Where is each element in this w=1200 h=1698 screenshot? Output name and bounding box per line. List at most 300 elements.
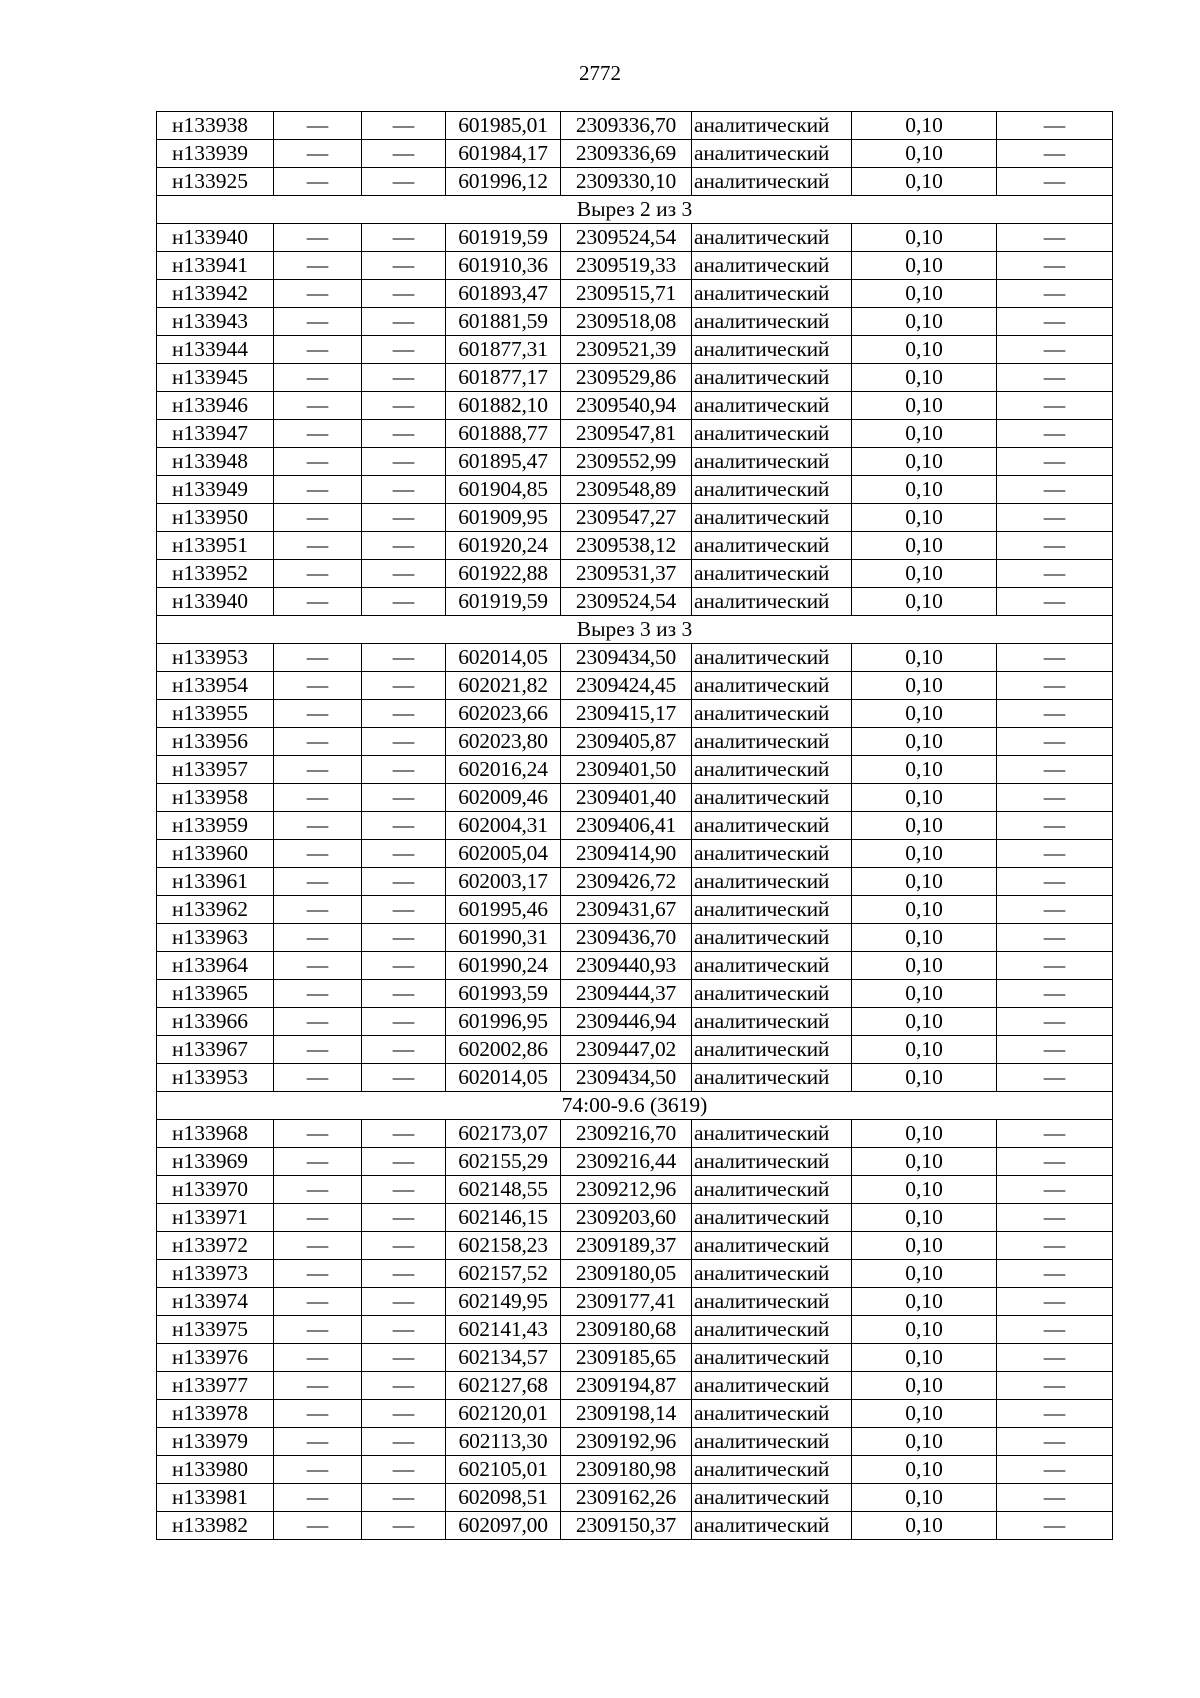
table-row <box>157 700 1113 728</box>
dash-cell: — <box>997 252 1113 280</box>
dash-cell: — <box>997 364 1113 392</box>
dash-cell: — <box>997 336 1113 364</box>
x-coordinate-cell: 602155,29 <box>446 1148 561 1176</box>
dash-cell: — <box>997 420 1113 448</box>
y-coordinate-cell: 2309406,41 <box>561 812 692 840</box>
dash-cell: — <box>274 1288 362 1316</box>
y-coordinate-cell: 2309180,68 <box>561 1316 692 1344</box>
method-cell: аналитический <box>692 532 852 560</box>
y-coordinate-cell: 2309401,50 <box>561 756 692 784</box>
x-coordinate-cell: 602005,04 <box>446 840 561 868</box>
dash-cell: — <box>274 504 362 532</box>
dash-cell: — <box>274 392 362 420</box>
dash-cell: — <box>274 728 362 756</box>
x-coordinate-cell: 601888,77 <box>446 420 561 448</box>
dash-cell: — <box>362 952 446 980</box>
dash-cell: — <box>997 112 1113 140</box>
table-row <box>157 672 1113 700</box>
dash-cell: — <box>997 812 1113 840</box>
accuracy-cell: 0,10 <box>852 1484 997 1512</box>
accuracy-cell: 0,10 <box>852 1036 997 1064</box>
accuracy-cell: 0,10 <box>852 280 997 308</box>
accuracy-cell: 0,10 <box>852 420 997 448</box>
table-row <box>157 364 1113 392</box>
x-coordinate-cell: 601919,59 <box>446 588 561 616</box>
dash-cell: — <box>274 812 362 840</box>
dash-cell: — <box>362 644 446 672</box>
table-row <box>157 1176 1113 1204</box>
dash-cell: — <box>274 1316 362 1344</box>
dash-cell: — <box>362 364 446 392</box>
method-cell: аналитический <box>692 756 852 784</box>
y-coordinate-cell: 2309162,26 <box>561 1484 692 1512</box>
dash-cell: — <box>997 1204 1113 1232</box>
x-coordinate-cell: 601920,24 <box>446 532 561 560</box>
accuracy-cell: 0,10 <box>852 308 997 336</box>
y-coordinate-cell: 2309440,93 <box>561 952 692 980</box>
accuracy-cell: 0,10 <box>852 504 997 532</box>
point-id-cell: н133954 <box>157 672 274 700</box>
table-row <box>157 980 1113 1008</box>
method-cell: аналитический <box>692 924 852 952</box>
point-id-cell: н133941 <box>157 252 274 280</box>
dash-cell: — <box>274 560 362 588</box>
x-coordinate-cell: 602157,52 <box>446 1260 561 1288</box>
accuracy-cell: 0,10 <box>852 532 997 560</box>
dash-cell: — <box>997 1232 1113 1260</box>
point-id-cell: н133977 <box>157 1372 274 1400</box>
accuracy-cell: 0,10 <box>852 840 997 868</box>
dash-cell: — <box>362 476 446 504</box>
accuracy-cell: 0,10 <box>852 1456 997 1484</box>
y-coordinate-cell: 2309524,54 <box>561 588 692 616</box>
dash-cell: — <box>362 280 446 308</box>
y-coordinate-cell: 2309434,50 <box>561 1064 692 1092</box>
dash-cell: — <box>362 1344 446 1372</box>
x-coordinate-cell: 601882,10 <box>446 392 561 420</box>
method-cell: аналитический <box>692 252 852 280</box>
x-coordinate-cell: 602016,24 <box>446 756 561 784</box>
dash-cell: — <box>362 1456 446 1484</box>
dash-cell: — <box>997 532 1113 560</box>
x-coordinate-cell: 601881,59 <box>446 308 561 336</box>
x-coordinate-cell: 602021,82 <box>446 672 561 700</box>
y-coordinate-cell: 2309524,54 <box>561 224 692 252</box>
point-id-cell: н133956 <box>157 728 274 756</box>
dash-cell: — <box>362 588 446 616</box>
dash-cell: — <box>362 1512 446 1540</box>
dash-cell: — <box>274 1260 362 1288</box>
point-id-cell: н133959 <box>157 812 274 840</box>
section-title: Вырез 2 из 3 <box>157 196 1113 224</box>
method-cell: аналитический <box>692 476 852 504</box>
point-id-cell: н133944 <box>157 336 274 364</box>
y-coordinate-cell: 2309444,37 <box>561 980 692 1008</box>
dash-cell: — <box>274 224 362 252</box>
method-cell: аналитический <box>692 1204 852 1232</box>
method-cell: аналитический <box>692 280 852 308</box>
point-id-cell: н133948 <box>157 448 274 476</box>
point-id-cell: н133943 <box>157 308 274 336</box>
table-row <box>157 812 1113 840</box>
table-row <box>157 728 1113 756</box>
table-row <box>157 392 1113 420</box>
accuracy-cell: 0,10 <box>852 588 997 616</box>
point-id-cell: н133978 <box>157 1400 274 1428</box>
point-id-cell: н133952 <box>157 560 274 588</box>
dash-cell: — <box>274 112 362 140</box>
y-coordinate-cell: 2309447,02 <box>561 1036 692 1064</box>
dash-cell: — <box>997 280 1113 308</box>
y-coordinate-cell: 2309405,87 <box>561 728 692 756</box>
point-id-cell: н133945 <box>157 364 274 392</box>
dash-cell: — <box>274 532 362 560</box>
accuracy-cell: 0,10 <box>852 980 997 1008</box>
dash-cell: — <box>997 1400 1113 1428</box>
dash-cell: — <box>362 1176 446 1204</box>
dash-cell: — <box>274 588 362 616</box>
x-coordinate-cell: 602023,66 <box>446 700 561 728</box>
x-coordinate-cell: 601877,17 <box>446 364 561 392</box>
point-id-cell: н133940 <box>157 224 274 252</box>
dash-cell: — <box>274 1456 362 1484</box>
dash-cell: — <box>274 1064 362 1092</box>
method-cell: аналитический <box>692 504 852 532</box>
dash-cell: — <box>362 672 446 700</box>
y-coordinate-cell: 2309424,45 <box>561 672 692 700</box>
dash-cell: — <box>997 756 1113 784</box>
y-coordinate-cell: 2309415,17 <box>561 700 692 728</box>
accuracy-cell: 0,10 <box>852 644 997 672</box>
table-row <box>157 448 1113 476</box>
dash-cell: — <box>997 952 1113 980</box>
method-cell: аналитический <box>692 420 852 448</box>
dash-cell: — <box>274 1036 362 1064</box>
accuracy-cell: 0,10 <box>852 252 997 280</box>
dash-cell: — <box>274 784 362 812</box>
method-cell: аналитический <box>692 1400 852 1428</box>
point-id-cell: н133942 <box>157 280 274 308</box>
x-coordinate-cell: 602173,07 <box>446 1120 561 1148</box>
accuracy-cell: 0,10 <box>852 1232 997 1260</box>
section-title: Вырез 3 из 3 <box>157 616 1113 644</box>
x-coordinate-cell: 601877,31 <box>446 336 561 364</box>
accuracy-cell: 0,10 <box>852 784 997 812</box>
dash-cell: — <box>997 308 1113 336</box>
dash-cell: — <box>997 1064 1113 1092</box>
dash-cell: — <box>362 1120 446 1148</box>
dash-cell: — <box>362 1064 446 1092</box>
y-coordinate-cell: 2309548,89 <box>561 476 692 504</box>
y-coordinate-cell: 2309185,65 <box>561 1344 692 1372</box>
accuracy-cell: 0,10 <box>852 1400 997 1428</box>
y-coordinate-cell: 2309515,71 <box>561 280 692 308</box>
table-row <box>157 252 1113 280</box>
table-row <box>157 1344 1113 1372</box>
accuracy-cell: 0,10 <box>852 364 997 392</box>
point-id-cell: н133968 <box>157 1120 274 1148</box>
point-id-cell: н133955 <box>157 700 274 728</box>
accuracy-cell: 0,10 <box>852 112 997 140</box>
x-coordinate-cell: 601922,88 <box>446 560 561 588</box>
accuracy-cell: 0,10 <box>852 924 997 952</box>
accuracy-cell: 0,10 <box>852 812 997 840</box>
x-coordinate-cell: 601996,12 <box>446 168 561 196</box>
dash-cell: — <box>997 1344 1113 1372</box>
dash-cell: — <box>274 980 362 1008</box>
table-row <box>157 420 1113 448</box>
x-coordinate-cell: 602097,00 <box>446 1512 561 1540</box>
y-coordinate-cell: 2309180,05 <box>561 1260 692 1288</box>
dash-cell: — <box>274 924 362 952</box>
x-coordinate-cell: 602120,01 <box>446 1400 561 1428</box>
point-id-cell: н133980 <box>157 1456 274 1484</box>
method-cell: аналитический <box>692 812 852 840</box>
x-coordinate-cell: 601996,95 <box>446 1008 561 1036</box>
dash-cell: — <box>997 392 1113 420</box>
y-coordinate-cell: 2309431,67 <box>561 896 692 924</box>
dash-cell: — <box>997 1260 1113 1288</box>
y-coordinate-cell: 2309180,98 <box>561 1456 692 1484</box>
dash-cell: — <box>997 1148 1113 1176</box>
method-cell: аналитический <box>692 672 852 700</box>
dash-cell: — <box>362 756 446 784</box>
dash-cell: — <box>362 980 446 1008</box>
y-coordinate-cell: 2309436,70 <box>561 924 692 952</box>
table-row <box>157 1008 1113 1036</box>
dash-cell: — <box>997 980 1113 1008</box>
table-row <box>157 112 1113 140</box>
dash-cell: — <box>362 924 446 952</box>
table-row <box>157 1400 1113 1428</box>
y-coordinate-cell: 2309212,96 <box>561 1176 692 1204</box>
accuracy-cell: 0,10 <box>852 896 997 924</box>
x-coordinate-cell: 601895,47 <box>446 448 561 476</box>
dash-cell: — <box>362 1288 446 1316</box>
dash-cell: — <box>362 868 446 896</box>
dash-cell: — <box>362 1316 446 1344</box>
x-coordinate-cell: 601909,95 <box>446 504 561 532</box>
dash-cell: — <box>274 896 362 924</box>
y-coordinate-cell: 2309529,86 <box>561 364 692 392</box>
table-row <box>157 504 1113 532</box>
table-row <box>157 896 1113 924</box>
x-coordinate-cell: 602009,46 <box>446 784 561 812</box>
table-row <box>157 1148 1113 1176</box>
dash-cell: — <box>274 700 362 728</box>
method-cell: аналитический <box>692 644 852 672</box>
dash-cell: — <box>362 392 446 420</box>
method-cell: аналитический <box>692 168 852 196</box>
dash-cell: — <box>362 700 446 728</box>
x-coordinate-cell: 602014,05 <box>446 644 561 672</box>
accuracy-cell: 0,10 <box>852 756 997 784</box>
section-header-row <box>157 616 1113 644</box>
point-id-cell: н133938 <box>157 112 274 140</box>
dash-cell: — <box>997 1120 1113 1148</box>
point-id-cell: н133976 <box>157 1344 274 1372</box>
y-coordinate-cell: 2309401,40 <box>561 784 692 812</box>
dash-cell: — <box>997 1372 1113 1400</box>
dash-cell: — <box>997 896 1113 924</box>
table-row <box>157 868 1113 896</box>
point-id-cell: н133975 <box>157 1316 274 1344</box>
coordinates-table <box>156 111 1113 1540</box>
x-coordinate-cell: 601984,17 <box>446 140 561 168</box>
dash-cell: — <box>997 588 1113 616</box>
dash-cell: — <box>362 112 446 140</box>
dash-cell: — <box>274 1344 362 1372</box>
table-row <box>157 1064 1113 1092</box>
dash-cell: — <box>997 140 1113 168</box>
method-cell: аналитический <box>692 952 852 980</box>
point-id-cell: н133982 <box>157 1512 274 1540</box>
point-id-cell: н133939 <box>157 140 274 168</box>
method-cell: аналитический <box>692 840 852 868</box>
dash-cell: — <box>274 1484 362 1512</box>
point-id-cell: н133953 <box>157 1064 274 1092</box>
dash-cell: — <box>362 420 446 448</box>
x-coordinate-cell: 602127,68 <box>446 1372 561 1400</box>
y-coordinate-cell: 2309336,70 <box>561 112 692 140</box>
y-coordinate-cell: 2309150,37 <box>561 1512 692 1540</box>
page-number: 2772 <box>579 61 621 85</box>
dash-cell: — <box>362 532 446 560</box>
accuracy-cell: 0,10 <box>852 1260 997 1288</box>
accuracy-cell: 0,10 <box>852 560 997 588</box>
point-id-cell: н133925 <box>157 168 274 196</box>
dash-cell: — <box>362 1372 446 1400</box>
dash-cell: — <box>997 1036 1113 1064</box>
table-body <box>157 112 1113 1540</box>
method-cell: аналитический <box>692 728 852 756</box>
y-coordinate-cell: 2309426,72 <box>561 868 692 896</box>
table-row <box>157 924 1113 952</box>
table-row <box>157 280 1113 308</box>
method-cell: аналитический <box>692 392 852 420</box>
x-coordinate-cell: 602003,17 <box>446 868 561 896</box>
section-header-row <box>157 196 1113 224</box>
dash-cell: — <box>362 448 446 476</box>
dash-cell: — <box>362 728 446 756</box>
dash-cell: — <box>362 1428 446 1456</box>
dash-cell: — <box>362 840 446 868</box>
point-id-cell: н133953 <box>157 644 274 672</box>
x-coordinate-cell: 602098,51 <box>446 1484 561 1512</box>
x-coordinate-cell: 602014,05 <box>446 1064 561 1092</box>
point-id-cell: н133969 <box>157 1148 274 1176</box>
method-cell: аналитический <box>692 1456 852 1484</box>
dash-cell: — <box>274 280 362 308</box>
method-cell: аналитический <box>692 1372 852 1400</box>
accuracy-cell: 0,10 <box>852 868 997 896</box>
dash-cell: — <box>997 924 1113 952</box>
dash-cell: — <box>997 644 1113 672</box>
method-cell: аналитический <box>692 1428 852 1456</box>
accuracy-cell: 0,10 <box>852 168 997 196</box>
dash-cell: — <box>997 672 1113 700</box>
dash-cell: — <box>274 1232 362 1260</box>
table-row <box>157 532 1113 560</box>
point-id-cell: н133963 <box>157 924 274 952</box>
dash-cell: — <box>362 1484 446 1512</box>
y-coordinate-cell: 2309194,87 <box>561 1372 692 1400</box>
point-id-cell: н133957 <box>157 756 274 784</box>
dash-cell: — <box>274 1120 362 1148</box>
y-coordinate-cell: 2309518,08 <box>561 308 692 336</box>
accuracy-cell: 0,10 <box>852 1064 997 1092</box>
table-row <box>157 1484 1113 1512</box>
dash-cell: — <box>997 560 1113 588</box>
x-coordinate-cell: 602148,55 <box>446 1176 561 1204</box>
dash-cell: — <box>362 1400 446 1428</box>
x-coordinate-cell: 602149,95 <box>446 1288 561 1316</box>
y-coordinate-cell: 2309540,94 <box>561 392 692 420</box>
dash-cell: — <box>274 840 362 868</box>
method-cell: аналитический <box>692 1176 852 1204</box>
y-coordinate-cell: 2309330,10 <box>561 168 692 196</box>
x-coordinate-cell: 601990,24 <box>446 952 561 980</box>
x-coordinate-cell: 602113,30 <box>446 1428 561 1456</box>
dash-cell: — <box>362 1204 446 1232</box>
table-row <box>157 1372 1113 1400</box>
dash-cell: — <box>274 644 362 672</box>
point-id-cell: н133961 <box>157 868 274 896</box>
accuracy-cell: 0,10 <box>852 1372 997 1400</box>
dash-cell: — <box>997 840 1113 868</box>
dash-cell: — <box>997 448 1113 476</box>
table-row <box>157 756 1113 784</box>
y-coordinate-cell: 2309519,33 <box>561 252 692 280</box>
x-coordinate-cell: 602023,80 <box>446 728 561 756</box>
accuracy-cell: 0,10 <box>852 1512 997 1540</box>
y-coordinate-cell: 2309531,37 <box>561 560 692 588</box>
dash-cell: — <box>274 1176 362 1204</box>
point-id-cell: н133973 <box>157 1260 274 1288</box>
y-coordinate-cell: 2309198,14 <box>561 1400 692 1428</box>
y-coordinate-cell: 2309414,90 <box>561 840 692 868</box>
table-row <box>157 1316 1113 1344</box>
method-cell: аналитический <box>692 1288 852 1316</box>
dash-cell: — <box>362 224 446 252</box>
method-cell: аналитический <box>692 868 852 896</box>
dash-cell: — <box>274 308 362 336</box>
dash-cell: — <box>997 700 1113 728</box>
accuracy-cell: 0,10 <box>852 1316 997 1344</box>
method-cell: аналитический <box>692 1120 852 1148</box>
dash-cell: — <box>362 336 446 364</box>
point-id-cell: н133964 <box>157 952 274 980</box>
dash-cell: — <box>274 868 362 896</box>
point-id-cell: н133971 <box>157 1204 274 1232</box>
point-id-cell: н133966 <box>157 1008 274 1036</box>
accuracy-cell: 0,10 <box>852 672 997 700</box>
method-cell: аналитический <box>692 364 852 392</box>
y-coordinate-cell: 2309177,41 <box>561 1288 692 1316</box>
x-coordinate-cell: 601985,01 <box>446 112 561 140</box>
x-coordinate-cell: 601919,59 <box>446 224 561 252</box>
table-row <box>157 1288 1113 1316</box>
method-cell: аналитический <box>692 1316 852 1344</box>
table-row <box>157 560 1113 588</box>
accuracy-cell: 0,10 <box>852 392 997 420</box>
dash-cell: — <box>362 896 446 924</box>
y-coordinate-cell: 2309189,37 <box>561 1232 692 1260</box>
dash-cell: — <box>362 1260 446 1288</box>
point-id-cell: н133946 <box>157 392 274 420</box>
dash-cell: — <box>362 504 446 532</box>
table-row <box>157 308 1113 336</box>
